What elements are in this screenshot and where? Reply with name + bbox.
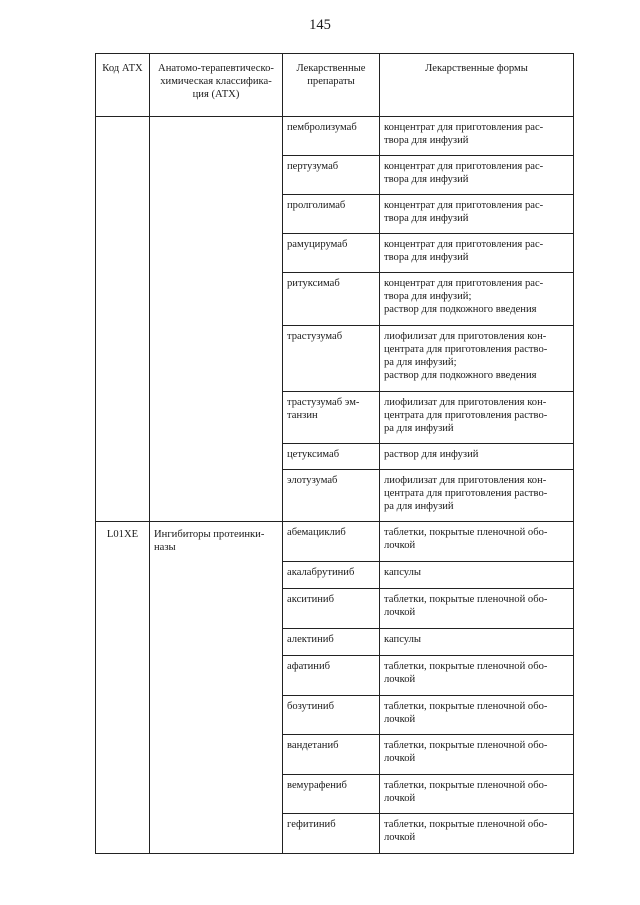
drug-name-cell: вандетаниб (283, 735, 380, 775)
drug-name-cell: гефитиниб (283, 814, 380, 854)
atc-code-cell: L01XE (96, 522, 150, 854)
dosage-form-cell: раствор для инфузий (380, 444, 574, 470)
dosage-form-cell: концентрат для приготовления рас- твора для инфузий (380, 117, 574, 156)
dosage-form-cell: концентрат для приготовления рас- твора для инфузий; раствор для подкожного введения (380, 273, 574, 326)
drug-name-cell: пролголимаб (283, 195, 380, 234)
atc-group-cell: Ингибиторы протеинки- назы (150, 522, 283, 854)
dosage-form-cell: таблетки, покрытые пленочной обо- лочкой (380, 735, 574, 775)
drug-name-cell: алектиниб (283, 629, 380, 656)
header-forms: Лекарственные формы (380, 54, 574, 117)
drug-name-cell: трастузумаб (283, 326, 380, 392)
dosage-form-cell: капсулы (380, 629, 574, 656)
dosage-form-cell: концентрат для приготовления рас- твора для инфузий (380, 156, 574, 195)
dosage-form-cell: лиофилизат для приготовления кон- центрата для приготовления раство- ра для инфузий; раствор для подкожного введения (380, 326, 574, 392)
atc-group-cell (150, 117, 283, 522)
dosage-form-cell: таблетки, покрытые пленочной обо- лочкой (380, 656, 574, 696)
drug-name-cell: абемациклиб (283, 522, 380, 562)
table-header-row (96, 54, 574, 117)
dosage-form-cell: лиофилизат для приготовления кон- центрата для приготовления раство- ра для инфузий (380, 470, 574, 522)
dosage-form-cell: таблетки, покрытые пленочной обо- лочкой (380, 589, 574, 629)
dosage-form-cell: таблетки, покрытые пленочной обо- лочкой (380, 696, 574, 735)
drug-name-cell: пертузумаб (283, 156, 380, 195)
table-row (96, 117, 574, 156)
drug-name-cell: бозутиниб (283, 696, 380, 735)
drug-name-cell: акситиниб (283, 589, 380, 629)
dosage-form-cell: лиофилизат для приготовления кон- центрата для приготовления раство- ра для инфузий (380, 392, 574, 444)
dosage-form-cell: капсулы (380, 562, 574, 589)
dosage-form-cell: таблетки, покрытые пленочной обо- лочкой (380, 814, 574, 854)
table-body (96, 117, 574, 854)
drug-name-cell: вемурафениб (283, 775, 380, 814)
page-number: 145 (309, 17, 331, 33)
drug-name-cell: афатиниб (283, 656, 380, 696)
dosage-form-cell: концентрат для приготовления рас- твора для инфузий (380, 234, 574, 273)
dosage-form-cell: таблетки, покрытые пленочной обо- лочкой (380, 522, 574, 562)
dosage-form-cell: таблетки, покрытые пленочной обо- лочкой (380, 775, 574, 814)
dosage-form-cell: концентрат для приготовления рас- твора для инфузий (380, 195, 574, 234)
header-code: Код АТХ (96, 54, 150, 117)
drug-name-cell: трастузумаб эм- танзин (283, 392, 380, 444)
drug-name-cell: элотузумаб (283, 470, 380, 522)
drug-name-cell: цетуксимаб (283, 444, 380, 470)
header-drugs: Лекарственные препараты (283, 54, 380, 117)
header-classification: Анатомо-терапевтическо- химическая классифика- ция (АТХ) (150, 54, 283, 117)
drug-name-cell: пембролизумаб (283, 117, 380, 156)
atc-table (95, 53, 574, 854)
drug-name-cell: акалабрутиниб (283, 562, 380, 589)
drug-name-cell: рамуцирумаб (283, 234, 380, 273)
drug-name-cell: ритуксимаб (283, 273, 380, 326)
table-row (96, 522, 574, 562)
atc-code-cell (96, 117, 150, 522)
